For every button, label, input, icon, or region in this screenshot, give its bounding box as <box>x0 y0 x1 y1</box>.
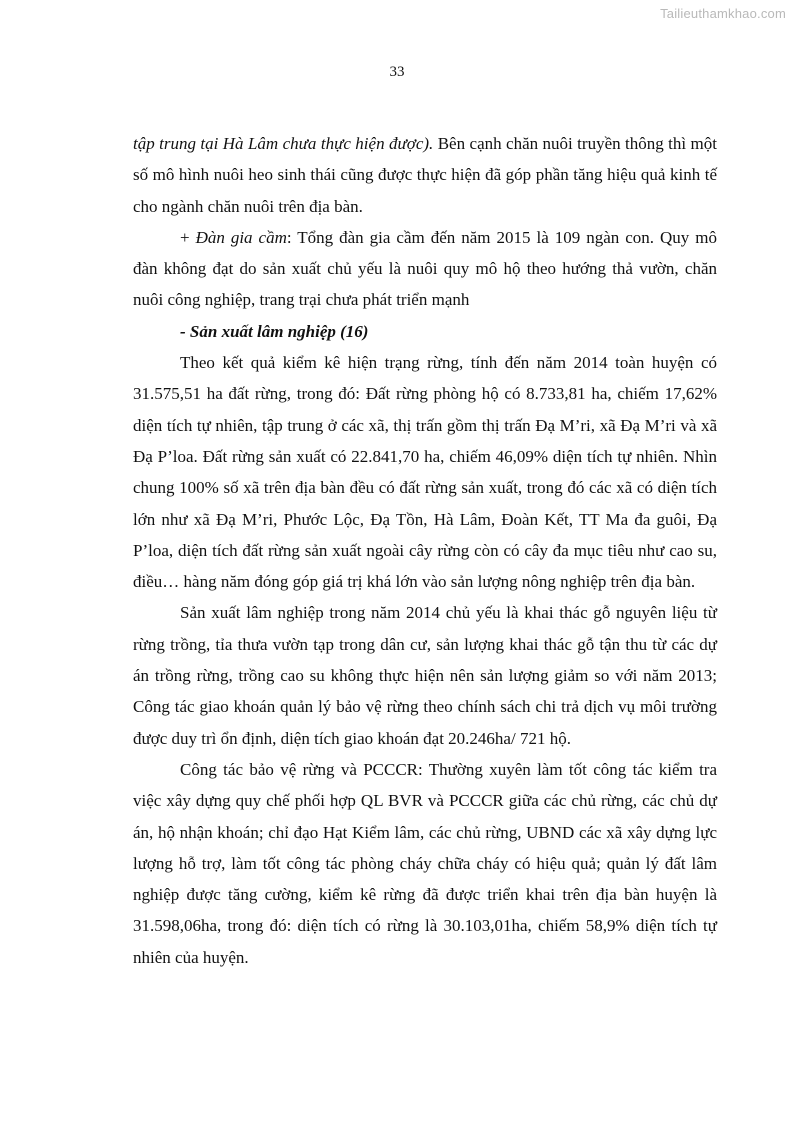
paragraph-livestock-continued <box>133 128 717 222</box>
paragraph-poultry <box>133 222 717 316</box>
bullet-prefix: + <box>180 227 196 247</box>
paragraph-forestry-production: Sản xuất lâm nghiệp trong năm 2014 chủ yếu là khai thác gỗ nguyên liệu từ rừng trồng, tỉa thưa vườn tạp trong dân cư, sản lượng khai thác gỗ tận thu từ các dự án trồng rừng, trồng cao su không thực hiện nên sản lượng giảm so với năm 2013; Công tác giao khoán quản lý bảo vệ rừng theo chính sách chi trả dịch vụ môi trường được duy trì ổn định, diện tích giao khoán đạt 20.246ha/ 721 hộ. <box>133 603 717 748</box>
section-heading-forestry: - Sản xuất lâm nghiệp (16) <box>180 321 369 341</box>
document-body <box>133 128 717 973</box>
paragraph-italic-fragment: tập trung tại Hà Lâm chưa thực hiện được). <box>133 134 434 153</box>
page-number: 33 <box>389 64 405 80</box>
poultry-term: Đàn gia cầm <box>195 227 287 247</box>
paragraph-text: : Tổng đàn gia cầm đến năm 2015 là 109 ngàn con. Quy mô đàn không đạt do sản xuất chủ yếu là nuôi quy mô hộ theo hướng thả vườn, chăn nuôi công nghiệp, trang trại chưa phát triển mạnh <box>133 227 717 310</box>
paragraph-forest-inventory: Theo kết quả kiểm kê hiện trạng rừng, tính đến năm 2014 toàn huyện có 31.575,51 ha đất rừng, trong đó: Đất rừng phòng hộ có 8.733,81 ha, chiếm 17,62% diện tích tự nhiên, tập trung ở các xã, thị trấn gồm thị trấn Đạ M’ri, xã Đạ M’ri và xã Đạ P’loa. Đất rừng sản xuất có 22.841,70 ha, chiếm 46,09% diện tích tự nhiên. Nhìn chung 100% số xã trên địa bàn đều có đất rừng sản xuất, trong đó các xã có diện tích lớn như xã Đạ M’ri, Phước Lộc, Đạ Tồn, Hà Lâm, Đoàn Kết, TT Ma đa guôi, Đạ P’loa, diện tích đất rừng sản xuất ngoài cây rừng còn có cây đa mục tiêu như cao su, điều… hàng năm đóng góp giá trị khá lớn vào sản lượng nông nghiệp trên địa bàn. <box>133 353 717 592</box>
paragraph-forest-protection: Công tác bảo vệ rừng và PCCCR: Thường xuyên làm tốt công tác kiểm tra việc xây dựng quy chế phối hợp QL BVR và PCCCR giữa các chủ rừng, các chủ dự án, hộ nhận khoán; chỉ đạo Hạt Kiểm lâm, các chủ rừng, UBND các xã xây dựng lực lượng hỗ trợ, làm tốt công tác phòng cháy chữa cháy có hiệu quả; quản lý đất lâm nghiệp được tăng cường, kiểm kê rừng đã được triển khai trên địa bàn huyện là 31.598,06ha, trong đó: diện tích có rừng là 30.103,01ha, chiếm 58,9% diện tích tự nhiên của huyện. <box>133 759 717 967</box>
paragraph-text: Bên cạnh chăn nuôi truyền thông thì một số mô hình nuôi heo sinh thái cũng được thực hiện đã góp phần tăng hiệu quả kinh tế cho ngành chăn nuôi trên địa bàn. <box>133 134 717 216</box>
watermark-text: Tailieuthamkhao.com <box>660 6 786 21</box>
